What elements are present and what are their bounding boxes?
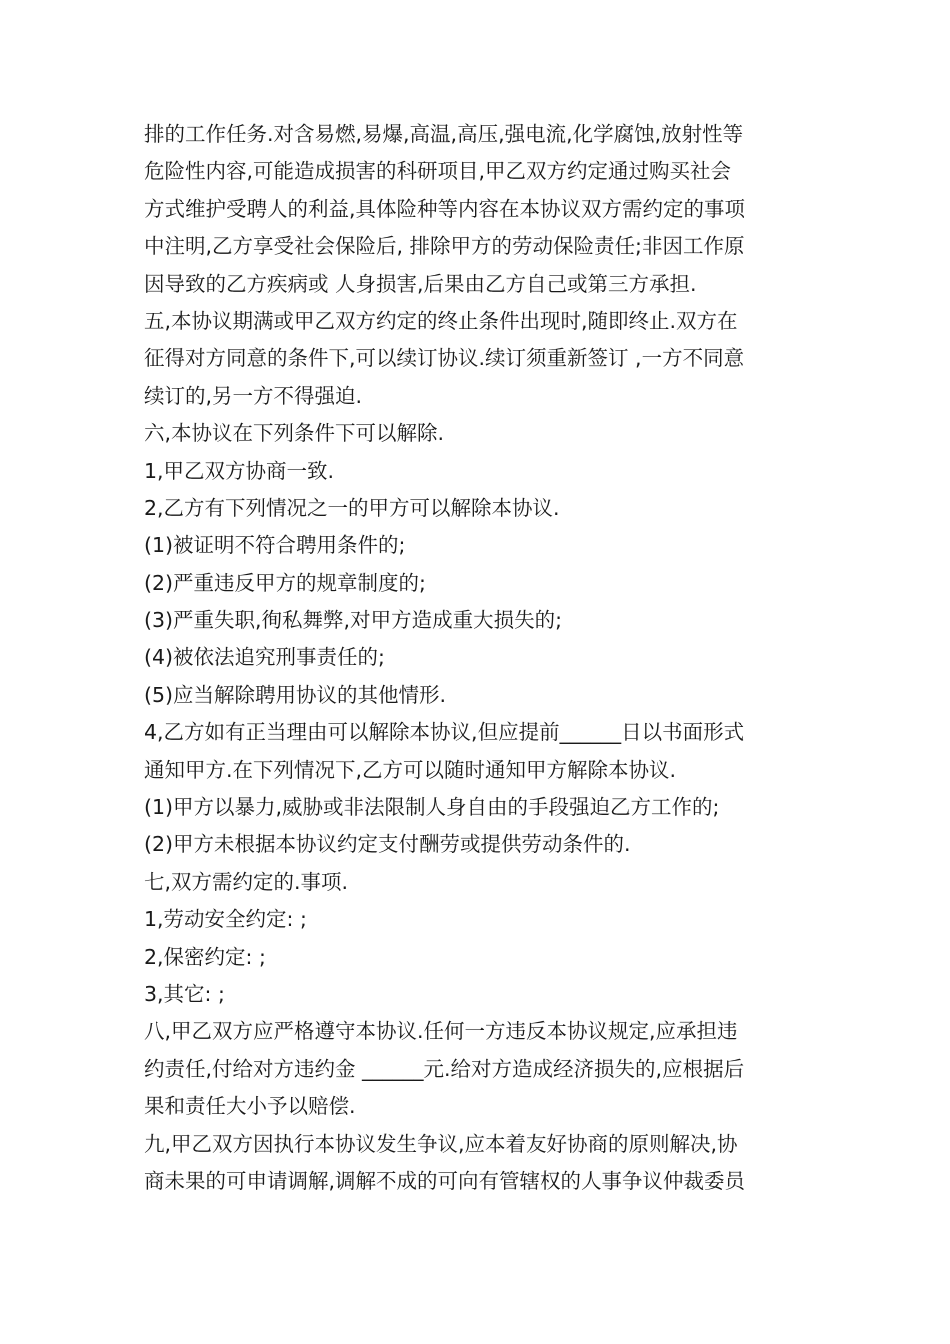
text-line: 方式维护受聘人的利益,具体险种等内容在本协议双方需约定的事项 — [144, 196, 746, 221]
text-line: 果和责任大小予以赔偿. — [144, 1094, 356, 1119]
list-item: (1)甲方以暴力,威胁或非法限制人身自由的手段强迫乙方工作的; — [144, 795, 720, 820]
text-line: 通知甲方.在下列情况下,乙方可以随时通知甲方解除本协议. — [144, 757, 677, 782]
list-item: (4)被依法追究刑事责任的; — [144, 645, 385, 670]
list-item: 2,乙方有下列情况之一的甲方可以解除本协议. — [144, 495, 560, 520]
document-body — [144, 116, 824, 1200]
text-line: 约责任,付给对方违约金 ______元.给对方造成经济损失的,应根据后 — [144, 1056, 745, 1081]
section-six-heading: 六,本协议在下列条件下可以解除. — [144, 421, 445, 446]
text-line: 续订的,另一方不得强迫. — [144, 383, 363, 408]
list-item: (5)应当解除聘用协议的其他情形. — [144, 682, 447, 707]
list-item: 2,保密约定: ; — [144, 944, 266, 969]
section-nine-line: 九,甲乙双方因执行本协议发生争议,应本着友好协商的原则解决,协 — [144, 1131, 738, 1156]
list-item: 3,其它: ; — [144, 981, 225, 1006]
section-eight-line: 八,甲乙双方应严格遵守本协议.任何一方违反本协议规定,应承担违 — [144, 1019, 738, 1044]
text-line: 征得对方同意的条件下,可以续订协议.续订须重新签订 ,一方不同意 — [144, 346, 745, 371]
text-line: 排的工作任务.对含易燃,易爆,高温,高压,强电流,化学腐蚀,放射性等 — [144, 122, 744, 146]
list-item: (2)甲方未根据本协议约定支付酬劳或提供劳动条件的. — [144, 832, 631, 857]
text-line: 商未果的可申请调解,调解不成的可向有管辖权的人事争议仲裁委员 — [144, 1168, 746, 1193]
list-item: 1,甲乙双方协商一致. — [144, 458, 335, 483]
text-line: 危险性内容,可能造成损害的科研项目,甲乙双方约定通过购买社会 — [144, 159, 732, 184]
list-item: 1,劳动安全约定: ; — [144, 907, 307, 932]
text-line: 中注明,乙方享受社会保险后, 排除甲方的劳动保险责任;非因工作原 — [144, 234, 745, 259]
list-item: (3)严重失职,徇私舞弊,对甲方造成重大损失的; — [144, 608, 562, 633]
section-seven-heading: 七,双方需约定的.事项. — [144, 869, 349, 894]
list-item: (1)被证明不符合聘用条件的; — [144, 533, 406, 558]
list-item: 4,乙方如有正当理由可以解除本协议,但应提前______日以书面形式 — [144, 720, 745, 745]
text-line: 因导致的乙方疾病或 人身损害,后果由乙方自己或第三方承担. — [144, 271, 697, 296]
list-item: (2)严重违反甲方的规章制度的; — [144, 570, 426, 595]
section-five-line: 五,本协议期满或甲乙双方约定的终止条件出现时,随即终止.双方在 — [144, 308, 738, 333]
